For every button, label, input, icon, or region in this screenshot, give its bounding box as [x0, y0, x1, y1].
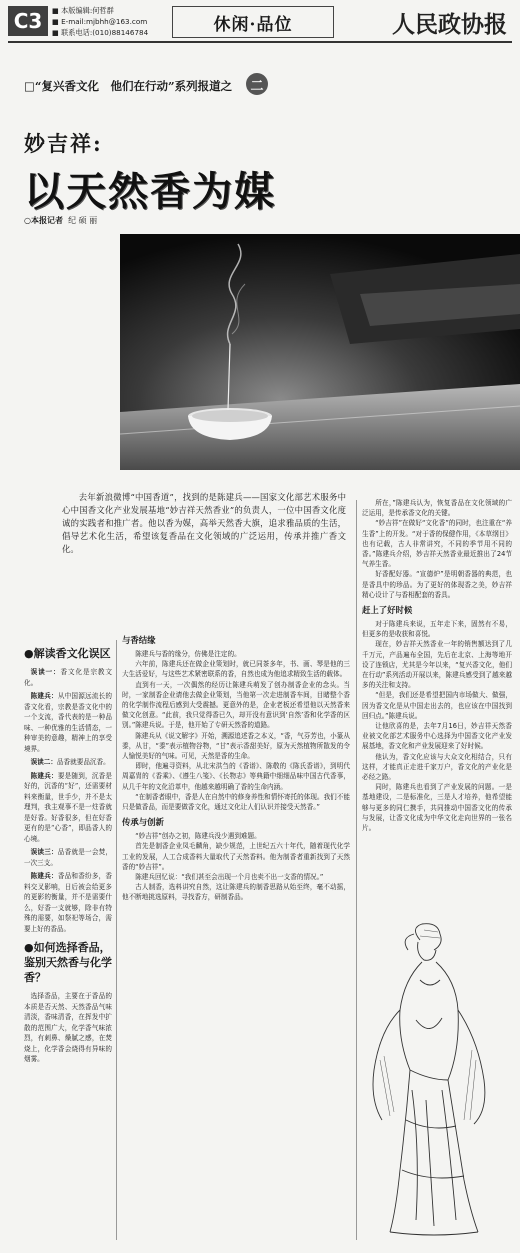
phone-line: ■ 联系电话:(010)88146784: [52, 28, 149, 37]
sidebar: [24, 640, 112, 1068]
paragraph: 好香配好器。“宣德炉”是明朝香器的典范，也是香具中的珍品。为了更好的体现香之美，妙吉祥精心设计了与香相配套的香具。: [362, 570, 512, 599]
byline-prefix: ○本报记者: [24, 216, 63, 225]
paragraph: 让他欣喜的是，去年7月16日，妙吉祥天然香业被文化部艺术服务中心选择为中国香文化产业发展基地，香文化和产业发展迎来了好时候。: [362, 722, 512, 751]
sidebar-item: 选择香品，主要在于香品的本质是否天然、天然香品气味清淡，香味清香，在挥发中扩散的范围广大，化学香气味浓烈，有刺鼻、燥腻之感，在焚烧上，化学香会烧得有异味的烟雾。: [24, 992, 112, 1063]
sidebar-item: 误读三：品香就是一会焚，一次三支。: [24, 848, 113, 867]
paragraph: 同时，陈建兵也看到了产业发展的问题。一是基地建设，二是标准化，三是人才培养，他希望能够与更多的同仁携手，共同推动中国香文化的传承与发展，让香文化成为中华文化走向世界的一张名片。: [362, 783, 512, 833]
subheading-good-times: 赶上了好时候: [362, 605, 413, 616]
page-number: C3: [8, 6, 48, 36]
newspaper-masthead: 人民政协报: [392, 11, 507, 38]
article-intro: 去年新浪微博“中国香道”，找到的是陈建兵——国家文化部艺术服务中心中国香文化产业发展基地“妙吉祥天然香业”的负责人，一位中国香文化度诚的实践者和推广者。他以香为媒，高举天然香大旗，追求雅品质的生活，倡导艺术化生活，希望该复香品在文化领域的广泛运用，传承并推广香文化。: [62, 492, 346, 554]
paragraph: 古人制香，选料讲究自然，这让陈建兵的制香思路从始至终，毫不动摇，他不断地挑选原料，寻找香方，研制香品。: [122, 883, 350, 902]
classical-lady-art: [360, 920, 496, 1240]
paragraph: 他认为，香文化应该与大众文化相结合，只有这样，才能真正走进千家万户，香文化的产业化是必经之路。: [362, 752, 512, 782]
paragraph: 现在，妙吉祥天然香业一年的销售额达到了几千万元，产品遍布全国，先后在北京、上海等地开设了连锁店，尤其是今年以来，“复兴香文化，他们在行动”系列活动开展以来，陈建兵感受到了越来越多的关注和支持。: [362, 640, 512, 690]
incense-photo-art: [120, 234, 520, 470]
editor-line: ■ 本版编辑:何哲群: [52, 6, 114, 15]
email-line: ■ E-mail:mjbhh@163.com: [52, 17, 148, 26]
paragraph: 所在，”陈建兵认为，恢复香品在文化领域的广泛运用，是传承香文化的关键。: [362, 499, 512, 518]
column-divider: [356, 500, 357, 1240]
article-column-right: [362, 498, 512, 916]
paragraph: 首先是制香企业凤毛麟角，缺少规范，上世纪五六十年代，随着现代化学工业的发展，人工合成香料大量取代了天然香料。他为制香者重新找到了天然香的“妙吉祥”。: [122, 842, 350, 871]
headline: 以天然香为媒: [24, 169, 276, 215]
kicker-title: 妙吉祥:: [24, 131, 103, 156]
paragraph: “但是，我们还是希望把国内市场做大、做强，因为香文化是从中国走出去的，也应该在中国找到回归点。”陈建兵说。: [362, 691, 512, 720]
paragraph: 即时，他遍寻资料，从北宋洪刍的《香谱》、陈敬的《陈氏香谱》，到明代周嘉胄的《香乘》、《遵生八笺》、《长物志》等典籍中细细品味中国古代香事，从几千年的文化沿革中，他越来越明确了香的生命内涵。: [122, 762, 350, 791]
paragraph: “妙吉祥”在做好“文化香”的同时，也注重在“养生香”上的开发。“对于香的保健作用，《本草纲目》也有记载，古人非常讲究，不同的季节用不同的香。”陈建兵介绍，妙吉祥天然香业最近推出了24节气养生香。: [362, 519, 512, 569]
article-column-left: [122, 630, 350, 1242]
paragraph: “妙吉祥”创办之初，陈建兵没少遇到难题。: [135, 832, 261, 841]
editor-meta: [52, 5, 148, 38]
paragraph: 对于陈建兵来说，五年走下来，固然有不易，但更多的是收获和喜悦。: [362, 620, 512, 639]
series-number-badge: 二: [246, 73, 268, 95]
paragraph: “在制香者眼中，香是人在自然中的修身养性和情怀寄托的体现。我们不能只是做香品，而是要做香文化，通过文化让人们认识并接受天然香。”: [122, 792, 350, 812]
byline: [24, 215, 97, 226]
paragraph: 陈建兵与香的缘分，仿佛是注定的。: [135, 650, 241, 658]
section-title: 休闲·品位: [172, 6, 334, 38]
subheading-innovation: 传承与创新: [122, 817, 164, 828]
paragraph: 直到有一天，一次偶然的经历让陈建兵萌发了创办制香企业的念头。当时，一家制香企业请他去做企业策划，当他第一次走进制香车间，目睹整个香的化学制作流程后感到大受震撼。更意外的是，企业老板还希望他以天然香来做文化创意。“此前，我只觉得香已久，却开没有意识到‘自然’香和化学香的区别。”陈建兵说。于是，他开始了专研天然香的道路。: [122, 680, 350, 730]
incense-photo: [120, 234, 520, 470]
paragraph: 陈建兵从《说文解字》开始，溯源追述香之本义，“香，气芬芳也，小篆从黍，从甘，“黍”表示植物谷物，“甘”表示香甜美好，原为天然植物所散发的令人愉悦美好的气味。可见，天然是香的生命。: [122, 731, 350, 761]
classical-lady-illustration: [360, 920, 496, 1240]
sidebar-item: 误读二：品香就要品沉香。: [30, 758, 110, 766]
byline-name: 纪 硕 丽: [68, 216, 98, 225]
sidebar-item: 陈建兵：香品和香纷多，香料交叉影响，日后被会给更多的更影的衡量，并不是需要什么，好香一支就够，除非有特殊的需要，如祭祀等场合，需要上好的香品。: [24, 872, 113, 933]
sidebar-heading-misconceptions: ●解读香文化误区: [24, 647, 111, 660]
sidebar-item: 误读一：香文化是宗教文化。: [24, 668, 113, 687]
sidebar-heading-choose: ●如何选择香品，鉴别天然香与化学香？: [24, 941, 112, 984]
paragraph: 陈建兵回忆说：“我们甚至会出现一个月也卖不出一支香的情况。”: [135, 873, 324, 882]
header-rule: [8, 41, 512, 43]
paragraph: 六年前，陈建兵还在做企业策划时，就已同茶多年，书、画、琴是他的三大生活爱好，与这些艺术紧密联系的香，自然也成为他追求精致生活的载体。: [122, 660, 350, 679]
column-divider: [116, 640, 117, 1240]
series-label: □“复兴香文化 他们在行动”系列报道之: [24, 79, 233, 93]
sidebar-item: 陈建兵：从中国源远流长的香文化看，宗教是香文化中的一个支流，香代表的是一种品味、一种优雅的生活情态，一种审美的意趣，精神上的享受境界。: [24, 692, 113, 753]
sidebar-item: 陈建兵：要是随到，沉香是好的，沉香的“好”，还需要材料来衡量，世手少，并不是太理判，我主观事不是一炷香就是好香。好香很多，但在好香更有的是“心香”，即品香人的心境。: [24, 771, 113, 843]
subheading-origin: 与香结缘: [122, 635, 156, 645]
